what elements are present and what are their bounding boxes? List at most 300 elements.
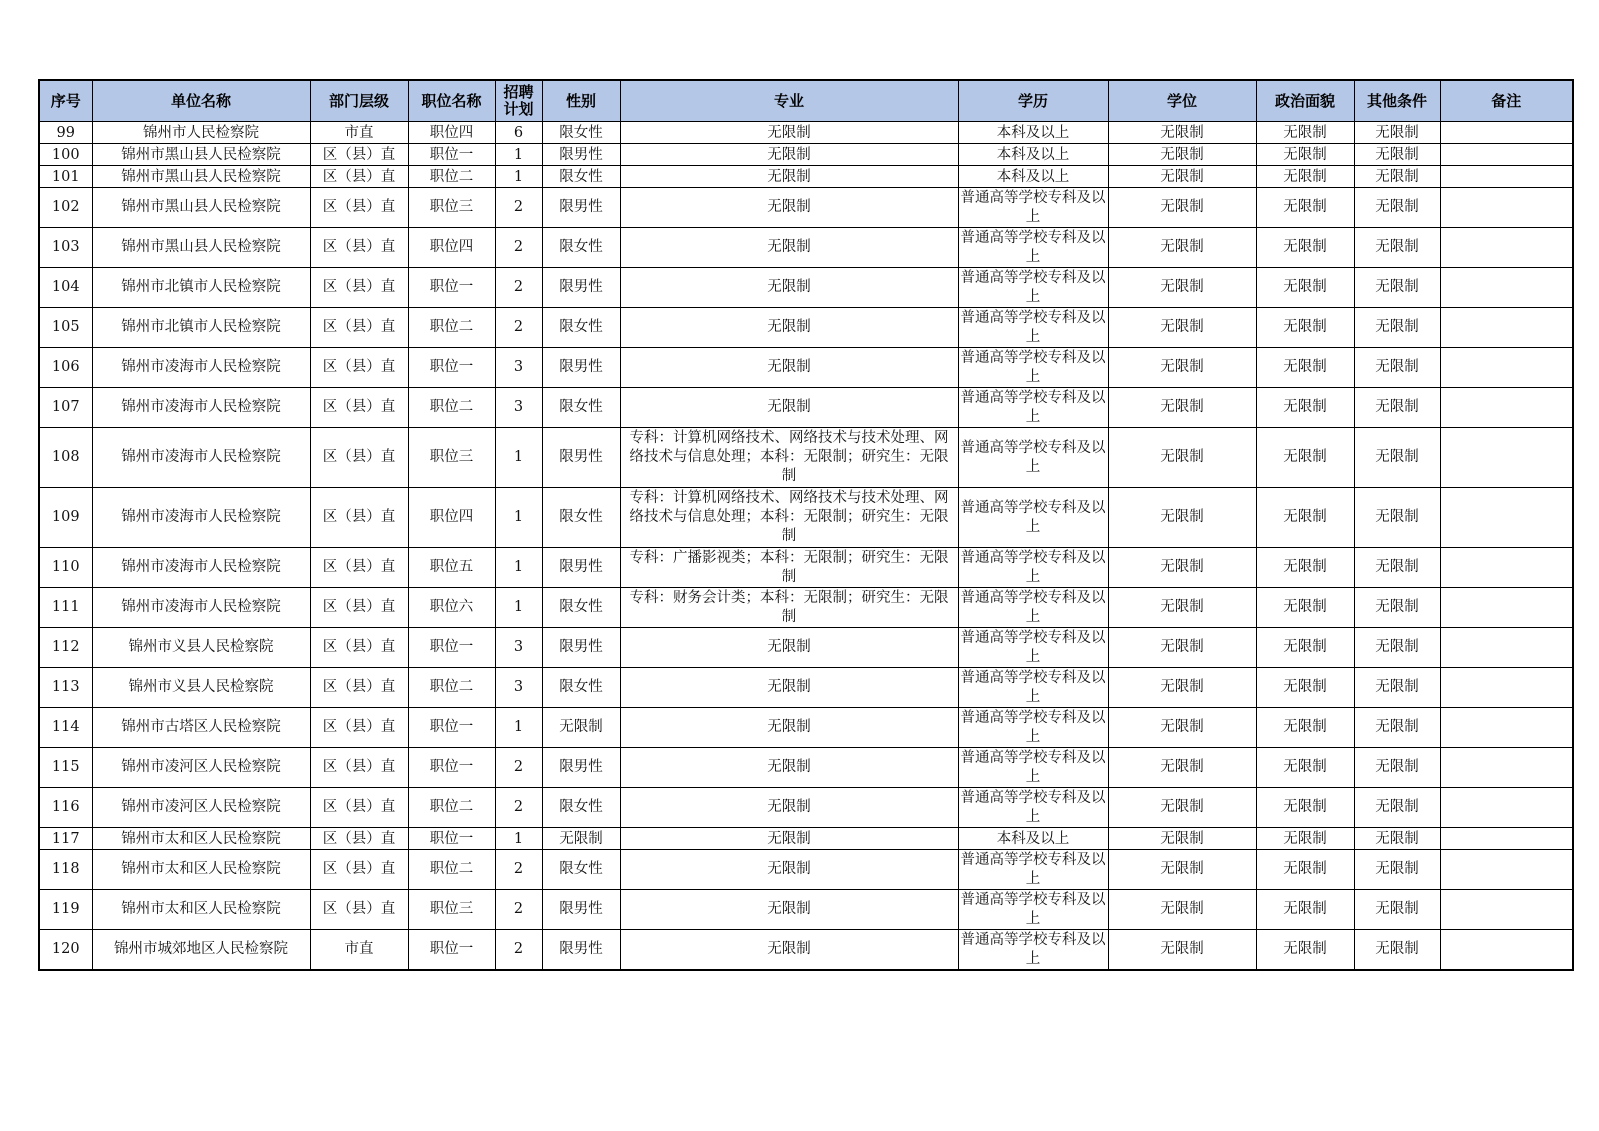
cell-degree: 无限制 (1108, 122, 1256, 144)
cell-no: 106 (39, 348, 92, 388)
table-row (39, 708, 1573, 748)
header-cell-gender: 性别 (542, 80, 620, 122)
cell-level: 区（县）直 (310, 388, 408, 428)
cell-education: 普通高等学校专科及以上 (958, 850, 1108, 890)
cell-no: 110 (39, 548, 92, 588)
cell-level: 区（县）直 (310, 548, 408, 588)
header-cell-plan: 招聘计划 (495, 80, 542, 122)
cell-politics: 无限制 (1256, 930, 1354, 971)
cell-unit: 锦州市义县人民检察院 (92, 668, 310, 708)
cell-unit: 锦州市凌海市人民检察院 (92, 488, 310, 548)
header-cell-remark: 备注 (1440, 80, 1573, 122)
cell-gender: 限男性 (542, 930, 620, 971)
cell-gender: 限男性 (542, 748, 620, 788)
cell-position: 职位一 (408, 748, 495, 788)
cell-other: 无限制 (1354, 588, 1440, 628)
cell-position: 职位二 (408, 166, 495, 188)
cell-remark (1440, 748, 1573, 788)
cell-plan: 1 (495, 488, 542, 548)
cell-unit: 锦州市凌海市人民检察院 (92, 548, 310, 588)
cell-plan: 1 (495, 588, 542, 628)
header-cell-degree: 学位 (1108, 80, 1256, 122)
cell-unit: 锦州市凌河区人民检察院 (92, 748, 310, 788)
cell-politics: 无限制 (1256, 268, 1354, 308)
cell-unit: 锦州市黑山县人民检察院 (92, 188, 310, 228)
cell-education: 普通高等学校专科及以上 (958, 748, 1108, 788)
cell-other: 无限制 (1354, 268, 1440, 308)
cell-degree: 无限制 (1108, 930, 1256, 971)
cell-unit: 锦州市北镇市人民检察院 (92, 268, 310, 308)
header-cell-no: 序号 (39, 80, 92, 122)
cell-level: 区（县）直 (310, 428, 408, 488)
cell-education: 本科及以上 (958, 144, 1108, 166)
cell-other: 无限制 (1354, 668, 1440, 708)
cell-remark (1440, 708, 1573, 748)
cell-politics: 无限制 (1256, 788, 1354, 828)
cell-remark (1440, 668, 1573, 708)
cell-no: 100 (39, 144, 92, 166)
cell-no: 103 (39, 228, 92, 268)
cell-major: 无限制 (620, 628, 958, 668)
cell-unit: 锦州市凌海市人民检察院 (92, 428, 310, 488)
cell-remark (1440, 930, 1573, 971)
table-row (39, 788, 1573, 828)
cell-plan: 3 (495, 668, 542, 708)
cell-remark (1440, 268, 1573, 308)
cell-no: 120 (39, 930, 92, 971)
cell-position: 职位四 (408, 228, 495, 268)
table-row (39, 930, 1573, 971)
cell-unit: 锦州市人民检察院 (92, 122, 310, 144)
cell-other: 无限制 (1354, 488, 1440, 548)
cell-degree: 无限制 (1108, 308, 1256, 348)
cell-level: 市直 (310, 930, 408, 971)
table-row (39, 850, 1573, 890)
cell-level: 区（县）直 (310, 144, 408, 166)
cell-unit: 锦州市黑山县人民检察院 (92, 166, 310, 188)
table-row (39, 628, 1573, 668)
cell-unit: 锦州市太和区人民检察院 (92, 890, 310, 930)
cell-gender: 限男性 (542, 188, 620, 228)
cell-remark (1440, 588, 1573, 628)
cell-position: 职位六 (408, 588, 495, 628)
cell-other: 无限制 (1354, 428, 1440, 488)
cell-unit: 锦州市凌海市人民检察院 (92, 388, 310, 428)
cell-position: 职位四 (408, 122, 495, 144)
cell-other: 无限制 (1354, 548, 1440, 588)
cell-plan: 6 (495, 122, 542, 144)
table-row (39, 548, 1573, 588)
cell-education: 普通高等学校专科及以上 (958, 890, 1108, 930)
cell-position: 职位三 (408, 188, 495, 228)
cell-other: 无限制 (1354, 388, 1440, 428)
cell-unit: 锦州市城郊地区人民检察院 (92, 930, 310, 971)
cell-politics: 无限制 (1256, 628, 1354, 668)
cell-unit: 锦州市凌海市人民检察院 (92, 348, 310, 388)
table-row (39, 828, 1573, 850)
cell-gender: 限男性 (542, 428, 620, 488)
cell-remark (1440, 188, 1573, 228)
cell-gender: 限男性 (542, 628, 620, 668)
cell-education: 普通高等学校专科及以上 (958, 228, 1108, 268)
cell-unit: 锦州市太和区人民检察院 (92, 850, 310, 890)
cell-unit: 锦州市凌河区人民检察院 (92, 788, 310, 828)
cell-plan: 3 (495, 628, 542, 668)
table-row (39, 166, 1573, 188)
header-row (39, 80, 1573, 122)
cell-major: 无限制 (620, 166, 958, 188)
cell-major: 无限制 (620, 228, 958, 268)
cell-major: 无限制 (620, 668, 958, 708)
header-cell-unit: 单位名称 (92, 80, 310, 122)
cell-education: 普通高等学校专科及以上 (958, 930, 1108, 971)
cell-major: 无限制 (620, 748, 958, 788)
cell-no: 108 (39, 428, 92, 488)
cell-politics: 无限制 (1256, 548, 1354, 588)
cell-education: 本科及以上 (958, 828, 1108, 850)
cell-position: 职位二 (408, 388, 495, 428)
cell-politics: 无限制 (1256, 144, 1354, 166)
cell-education: 普通高等学校专科及以上 (958, 668, 1108, 708)
cell-education: 普通高等学校专科及以上 (958, 388, 1108, 428)
cell-major: 无限制 (620, 890, 958, 930)
cell-degree: 无限制 (1108, 188, 1256, 228)
cell-degree: 无限制 (1108, 348, 1256, 388)
cell-education: 普通高等学校专科及以上 (958, 548, 1108, 588)
cell-position: 职位一 (408, 144, 495, 166)
cell-no: 115 (39, 748, 92, 788)
cell-level: 市直 (310, 122, 408, 144)
table-row (39, 308, 1573, 348)
cell-degree: 无限制 (1108, 850, 1256, 890)
cell-level: 区（县）直 (310, 308, 408, 348)
table-row (39, 268, 1573, 308)
cell-politics: 无限制 (1256, 308, 1354, 348)
cell-unit: 锦州市黑山县人民检察院 (92, 144, 310, 166)
cell-other: 无限制 (1354, 748, 1440, 788)
cell-major: 无限制 (620, 788, 958, 828)
cell-plan: 2 (495, 890, 542, 930)
cell-no: 99 (39, 122, 92, 144)
cell-no: 112 (39, 628, 92, 668)
cell-major: 专科：财务会计类；本科：无限制；研究生：无限制 (620, 588, 958, 628)
cell-degree: 无限制 (1108, 166, 1256, 188)
cell-position: 职位三 (408, 428, 495, 488)
cell-position: 职位一 (408, 348, 495, 388)
cell-politics: 无限制 (1256, 166, 1354, 188)
cell-level: 区（县）直 (310, 788, 408, 828)
cell-plan: 1 (495, 828, 542, 850)
cell-unit: 锦州市义县人民检察院 (92, 628, 310, 668)
recruitment-table-sheet (38, 79, 1572, 971)
cell-plan: 1 (495, 708, 542, 748)
cell-other: 无限制 (1354, 628, 1440, 668)
cell-level: 区（县）直 (310, 588, 408, 628)
cell-education: 普通高等学校专科及以上 (958, 428, 1108, 488)
cell-position: 职位三 (408, 890, 495, 930)
cell-other: 无限制 (1354, 708, 1440, 748)
cell-gender: 无限制 (542, 828, 620, 850)
cell-education: 普通高等学校专科及以上 (958, 708, 1108, 748)
cell-major: 专科：计算机网络技术、网络技术与技术处理、网络技术与信息处理；本科：无限制；研究生：无限制 (620, 428, 958, 488)
cell-politics: 无限制 (1256, 428, 1354, 488)
cell-education: 普通高等学校专科及以上 (958, 188, 1108, 228)
cell-no: 111 (39, 588, 92, 628)
cell-gender: 限女性 (542, 166, 620, 188)
cell-degree: 无限制 (1108, 488, 1256, 548)
cell-plan: 1 (495, 144, 542, 166)
cell-position: 职位一 (408, 628, 495, 668)
cell-other: 无限制 (1354, 166, 1440, 188)
header-cell-education: 学历 (958, 80, 1108, 122)
cell-position: 职位二 (408, 308, 495, 348)
cell-remark (1440, 788, 1573, 828)
cell-level: 区（县）直 (310, 708, 408, 748)
cell-plan: 2 (495, 228, 542, 268)
cell-level: 区（县）直 (310, 268, 408, 308)
cell-unit: 锦州市黑山县人民检察院 (92, 228, 310, 268)
table-row (39, 228, 1573, 268)
cell-no: 114 (39, 708, 92, 748)
cell-other: 无限制 (1354, 308, 1440, 348)
cell-no: 113 (39, 668, 92, 708)
cell-gender: 限女性 (542, 850, 620, 890)
cell-politics: 无限制 (1256, 588, 1354, 628)
header-cell-major: 专业 (620, 80, 958, 122)
cell-other: 无限制 (1354, 850, 1440, 890)
cell-major: 无限制 (620, 828, 958, 850)
cell-degree: 无限制 (1108, 628, 1256, 668)
cell-gender: 限男性 (542, 890, 620, 930)
table-row (39, 144, 1573, 166)
cell-remark (1440, 488, 1573, 548)
recruitment-table (38, 79, 1574, 971)
cell-position: 职位二 (408, 668, 495, 708)
cell-level: 区（县）直 (310, 668, 408, 708)
cell-gender: 限女性 (542, 308, 620, 348)
table-row (39, 428, 1573, 488)
cell-plan: 1 (495, 428, 542, 488)
cell-plan: 2 (495, 930, 542, 971)
cell-level: 区（县）直 (310, 850, 408, 890)
cell-gender: 限女性 (542, 588, 620, 628)
cell-education: 普通高等学校专科及以上 (958, 628, 1108, 668)
cell-other: 无限制 (1354, 788, 1440, 828)
cell-no: 116 (39, 788, 92, 828)
cell-education: 普通高等学校专科及以上 (958, 488, 1108, 548)
cell-gender: 限男性 (542, 144, 620, 166)
cell-degree: 无限制 (1108, 588, 1256, 628)
cell-major: 无限制 (620, 930, 958, 971)
cell-politics: 无限制 (1256, 828, 1354, 850)
cell-major: 无限制 (620, 708, 958, 748)
cell-other: 无限制 (1354, 348, 1440, 388)
cell-remark (1440, 122, 1573, 144)
cell-level: 区（县）直 (310, 166, 408, 188)
cell-gender: 无限制 (542, 708, 620, 748)
cell-no: 117 (39, 828, 92, 850)
cell-politics: 无限制 (1256, 122, 1354, 144)
cell-no: 102 (39, 188, 92, 228)
cell-major: 无限制 (620, 850, 958, 890)
cell-gender: 限男性 (542, 548, 620, 588)
cell-politics: 无限制 (1256, 668, 1354, 708)
cell-major: 无限制 (620, 122, 958, 144)
cell-level: 区（县）直 (310, 348, 408, 388)
header-cell-other: 其他条件 (1354, 80, 1440, 122)
cell-unit: 锦州市太和区人民检察院 (92, 828, 310, 850)
cell-degree: 无限制 (1108, 144, 1256, 166)
cell-level: 区（县）直 (310, 828, 408, 850)
cell-gender: 限男性 (542, 348, 620, 388)
cell-degree: 无限制 (1108, 548, 1256, 588)
cell-remark (1440, 166, 1573, 188)
cell-remark (1440, 348, 1573, 388)
cell-politics: 无限制 (1256, 748, 1354, 788)
cell-level: 区（县）直 (310, 228, 408, 268)
cell-plan: 1 (495, 548, 542, 588)
cell-plan: 3 (495, 348, 542, 388)
cell-position: 职位二 (408, 850, 495, 890)
cell-degree: 无限制 (1108, 708, 1256, 748)
cell-no: 119 (39, 890, 92, 930)
cell-major: 专科：计算机网络技术、网络技术与技术处理、网络技术与信息处理；本科：无限制；研究生：无限制 (620, 488, 958, 548)
cell-other: 无限制 (1354, 828, 1440, 850)
cell-politics: 无限制 (1256, 388, 1354, 428)
cell-level: 区（县）直 (310, 628, 408, 668)
cell-politics: 无限制 (1256, 348, 1354, 388)
cell-politics: 无限制 (1256, 890, 1354, 930)
header-cell-position: 职位名称 (408, 80, 495, 122)
cell-politics: 无限制 (1256, 850, 1354, 890)
cell-no: 109 (39, 488, 92, 548)
cell-education: 普通高等学校专科及以上 (958, 348, 1108, 388)
cell-no: 107 (39, 388, 92, 428)
cell-remark (1440, 308, 1573, 348)
cell-major: 无限制 (620, 268, 958, 308)
cell-major: 无限制 (620, 188, 958, 228)
table-body (39, 122, 1573, 971)
cell-plan: 2 (495, 308, 542, 348)
cell-politics: 无限制 (1256, 188, 1354, 228)
cell-remark (1440, 388, 1573, 428)
cell-remark (1440, 428, 1573, 488)
table-row (39, 388, 1573, 428)
cell-level: 区（县）直 (310, 748, 408, 788)
cell-no: 104 (39, 268, 92, 308)
cell-unit: 锦州市北镇市人民检察院 (92, 308, 310, 348)
cell-politics: 无限制 (1256, 708, 1354, 748)
cell-plan: 2 (495, 268, 542, 308)
cell-position: 职位二 (408, 788, 495, 828)
cell-gender: 限女性 (542, 488, 620, 548)
cell-other: 无限制 (1354, 122, 1440, 144)
cell-gender: 限男性 (542, 268, 620, 308)
cell-plan: 2 (495, 850, 542, 890)
cell-remark (1440, 548, 1573, 588)
cell-other: 无限制 (1354, 144, 1440, 166)
cell-remark (1440, 850, 1573, 890)
header-cell-level: 部门层级 (310, 80, 408, 122)
cell-major: 无限制 (620, 144, 958, 166)
table-row (39, 890, 1573, 930)
table-row (39, 588, 1573, 628)
cell-education: 普通高等学校专科及以上 (958, 268, 1108, 308)
cell-gender: 限女性 (542, 668, 620, 708)
cell-remark (1440, 228, 1573, 268)
cell-education: 本科及以上 (958, 166, 1108, 188)
cell-position: 职位一 (408, 828, 495, 850)
cell-gender: 限女性 (542, 228, 620, 268)
cell-position: 职位四 (408, 488, 495, 548)
cell-education: 普通高等学校专科及以上 (958, 788, 1108, 828)
cell-degree: 无限制 (1108, 668, 1256, 708)
cell-remark (1440, 144, 1573, 166)
cell-gender: 限女性 (542, 788, 620, 828)
cell-major: 专科：广播影视类；本科：无限制；研究生：无限制 (620, 548, 958, 588)
table-row (39, 748, 1573, 788)
cell-major: 无限制 (620, 388, 958, 428)
cell-education: 普通高等学校专科及以上 (958, 588, 1108, 628)
cell-degree: 无限制 (1108, 428, 1256, 488)
cell-politics: 无限制 (1256, 228, 1354, 268)
cell-plan: 3 (495, 388, 542, 428)
cell-plan: 2 (495, 748, 542, 788)
table-row (39, 488, 1573, 548)
cell-degree: 无限制 (1108, 228, 1256, 268)
cell-other: 无限制 (1354, 930, 1440, 971)
cell-plan: 1 (495, 166, 542, 188)
cell-plan: 2 (495, 788, 542, 828)
header-cell-politics: 政治面貌 (1256, 80, 1354, 122)
cell-no: 105 (39, 308, 92, 348)
cell-other: 无限制 (1354, 890, 1440, 930)
cell-degree: 无限制 (1108, 388, 1256, 428)
cell-remark (1440, 890, 1573, 930)
cell-gender: 限女性 (542, 388, 620, 428)
cell-level: 区（县）直 (310, 890, 408, 930)
cell-major: 无限制 (620, 308, 958, 348)
cell-position: 职位一 (408, 708, 495, 748)
cell-unit: 锦州市凌海市人民检察院 (92, 588, 310, 628)
cell-remark (1440, 828, 1573, 850)
cell-degree: 无限制 (1108, 748, 1256, 788)
cell-other: 无限制 (1354, 228, 1440, 268)
cell-position: 职位一 (408, 268, 495, 308)
cell-remark (1440, 628, 1573, 668)
cell-position: 职位五 (408, 548, 495, 588)
table-row (39, 668, 1573, 708)
cell-education: 普通高等学校专科及以上 (958, 308, 1108, 348)
cell-position: 职位一 (408, 930, 495, 971)
cell-plan: 2 (495, 188, 542, 228)
cell-no: 101 (39, 166, 92, 188)
cell-unit: 锦州市古塔区人民检察院 (92, 708, 310, 748)
table-row (39, 348, 1573, 388)
cell-major: 无限制 (620, 348, 958, 388)
cell-degree: 无限制 (1108, 828, 1256, 850)
cell-level: 区（县）直 (310, 488, 408, 548)
table-row (39, 188, 1573, 228)
cell-no: 118 (39, 850, 92, 890)
table-row (39, 122, 1573, 144)
cell-degree: 无限制 (1108, 890, 1256, 930)
cell-politics: 无限制 (1256, 488, 1354, 548)
cell-other: 无限制 (1354, 188, 1440, 228)
cell-level: 区（县）直 (310, 188, 408, 228)
cell-gender: 限女性 (542, 122, 620, 144)
cell-degree: 无限制 (1108, 788, 1256, 828)
